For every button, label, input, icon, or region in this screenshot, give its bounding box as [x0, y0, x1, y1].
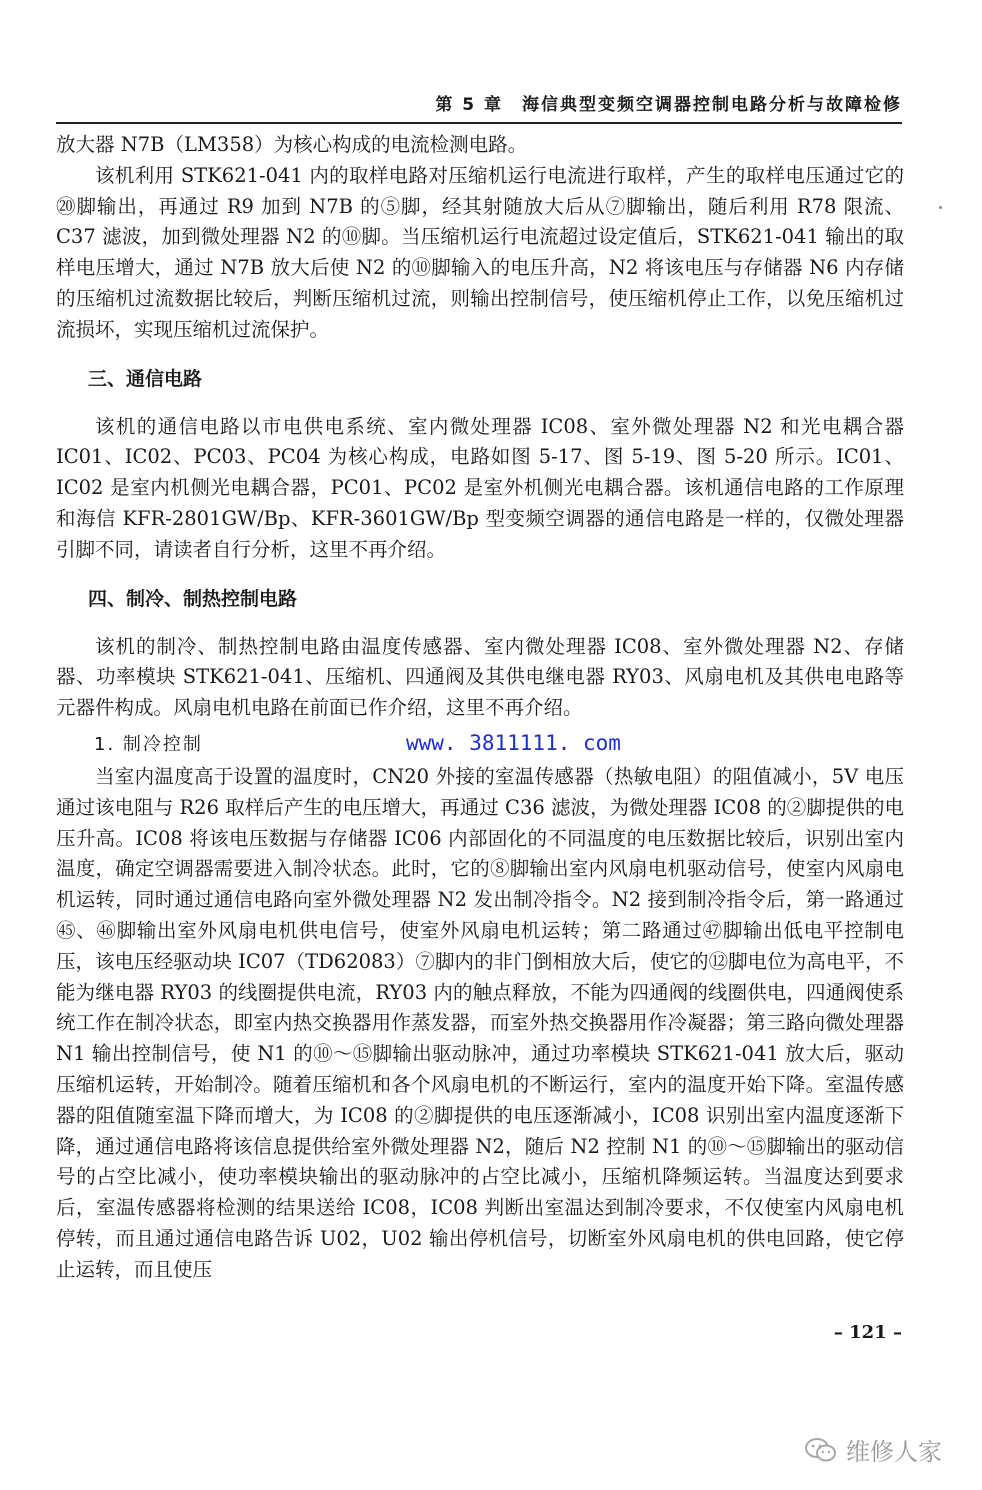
wechat-watermark — [804, 1432, 942, 1467]
wechat-account-name: 维修人家 — [846, 1438, 942, 1466]
paragraph-overcurrent-protection: 该机利用 STK621-041 内的取样电路对压缩机运行电流进行取样，产生的取样电压通过它的⑳脚输出，再通过 R9 加到 N7B 的⑤脚，经其射随放大后从⑦脚输出，随后利用 R78 限流、C37 滤波，加到微处理器 N2 的⑩脚。当压缩机运行电流超过设定值后，STK621-041 输出的取样电压增大，通过 N7B 放大后使 N2 的⑩脚输入的电压升高，N2 将该电压与存储器 N6 内存储的压缩机过流数据比较后，判断压缩机过流，则输出控制信号，使压缩机停止工作，以免压缩机过流损坏，实现压缩机过流保护。 — [56, 163, 904, 341]
subheading-cooling-control: 1. 制冷控制 — [94, 733, 203, 755]
wechat-icon — [804, 1437, 838, 1463]
section-heading-communication: 三、通信电路 — [88, 367, 203, 390]
watermark-url: www. 3811111. com — [406, 730, 621, 755]
paragraph-communication-circuit: 该机的通信电路以市电供电系统、室内微处理器 IC08、室外微处理器 N2 和光电耦合器 IC01、IC02、PC03、PC04 为核心构成，电路如图 5-17、图 5-19、图 5-20 所示。IC01、IC02 是室内机侧光电耦合器，PC01、PC02 是室外机侧光电耦合器。该机通信电路的工作原理和海信 KFR-2801GW/Bp、KFR-3601GW/Bp 型变频空调器的通信电路是一样的，仅微处理器引脚不同，请读者自行分析，这里不再介绍。 — [56, 414, 904, 561]
subheading-row — [56, 730, 904, 760]
paragraph-cooling-control: 当室内温度高于设置的温度时，CN20 外接的室温传感器（热敏电阻）的阻值减小，5V 电压通过该电阻与 R26 取样后产生的电压增大，再通过 C36 滤波，为微处理器 IC08 的②脚提供的电压升高。IC08 将该电压数据与存储器 IC06 内部固化的不同温度的电压数据比较后，识别出室内温度，确定空调器需要进入制冷状态。此时，它的⑧脚输出室内风扇电机驱动信号，使室内风扇电机运转，同时通过通信电路向室外微处理器 N2 发出制冷指令。N2 接到制冷指令后，第一路通过㊺、㊻脚输出室外风扇电机供电信号，使室外风扇电机运转；第二路通过㊼脚输出低电平控制电压，该电压经驱动块 IC07（TD62083）⑦脚内的非门倒相放大后，使它的⑫脚电位为高电平，不能为继电器 RY03 的线圈提供电流，RY03 内的触点释放，不能为四通阀的线圈供电，四通阀使系统工作在制冷状态，即室内热交换器用作蒸发器，而室外热交换器用作冷凝器；第三路向微处理器 N1 输出控制信号，使 N1 的⑩～⑮脚输出驱动脉冲，通过功率模块 STK621-041 放大后，驱动压缩机运转，开始制冷。随着压缩机和各个风扇电机的不断运行，室内的温度开始下降。室温传感器的阻值随室温下降而增大，为 IC08 的②脚提供的电压逐渐减小，IC08 识别出室内温度逐渐下降，通过通信电路将该信息提供给室外微处理器 N2，随后 N2 控制 N1 的⑩～⑮脚输出的驱动信号的占空比减小，使功率模块输出的驱动脉冲的占空比减小，压缩机降频运转。当温度达到要求后，室温传感器将检测的结果送给 IC08，IC08 判断出室温达到制冷要求，不仅使室内风扇电机停转，而且通过通信电路告诉 U02，U02 输出停机信号，切断室外风扇电机的供电回路，使它停止运转，而且使压 — [56, 764, 904, 1281]
paragraph-cooling-heating-intro: 该机的制冷、制热控制电路由温度传感器、室内微处理器 IC08、室外微处理器 N2、存储器、功率模块 STK621-041、压缩机、四通阀及其供电继电器 RY03、风扇电机及其供电电路等元器件构成。风扇电机电路在前面已作介绍，这里不再介绍。 — [56, 634, 904, 720]
running-header: 第 5 章 海信典型变频空调器控制电路分析与故障检修 — [56, 92, 902, 124]
page-number: – 121 – — [833, 1322, 902, 1343]
paragraph-continued: 放大器 N7B（LM358）为核心构成的电流检测电路。 — [56, 133, 528, 156]
scan-speck — [939, 206, 942, 209]
page-body — [56, 130, 904, 1286]
section-heading-cooling-heating: 四、制冷、制热控制电路 — [88, 587, 298, 610]
